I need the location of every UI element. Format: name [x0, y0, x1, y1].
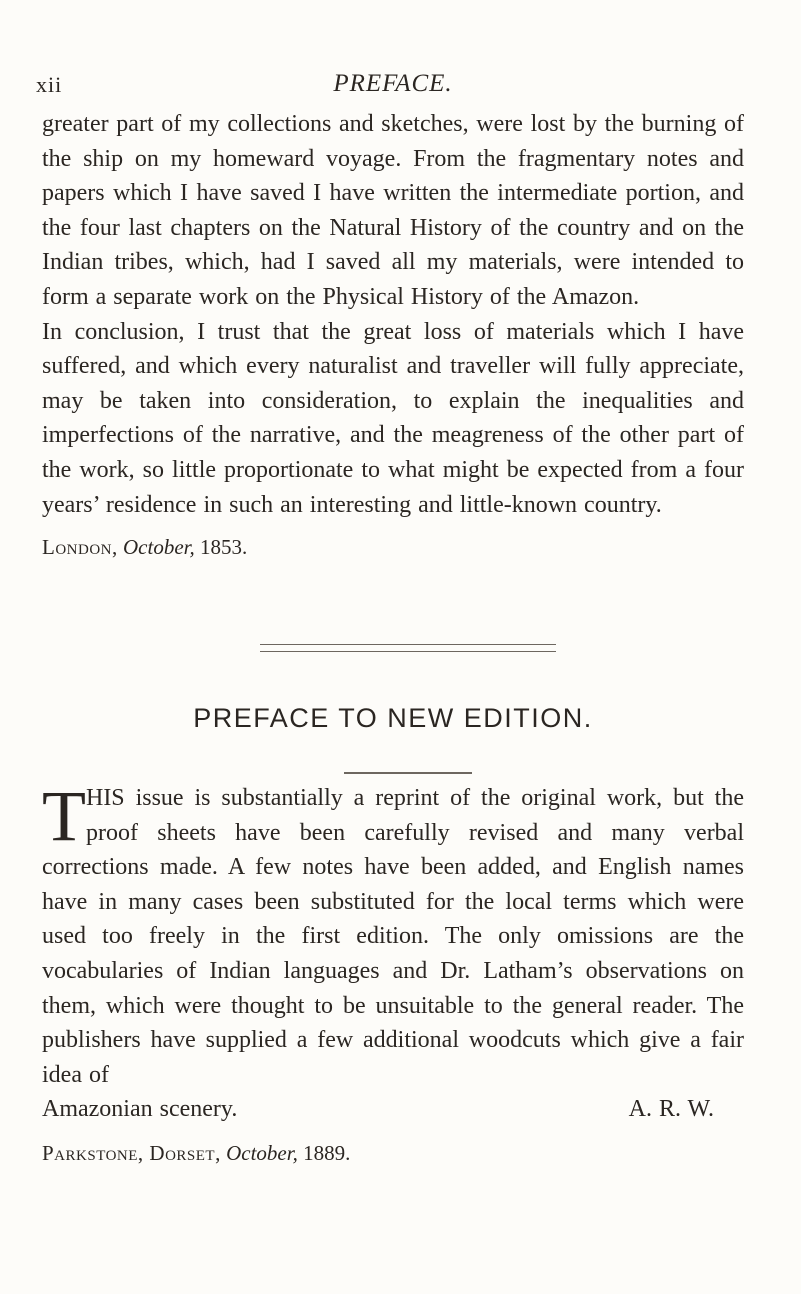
running-title: PREFACE.: [333, 70, 453, 97]
dateline-1889: [42, 1136, 744, 1170]
page-number: xii: [36, 72, 63, 97]
paragraph-conclusion-text: In conclusion, I trust that the great loss of materials which I have suffered, and which every naturalist and traveller will fully appreciate, may be taken into consideration, to explain the inequalities and imperfections of the narrative, and the meagreness of the other part of the work, so little proportionate to what might be expected from a four years’ residence in such an interesting and little-known country.: [42, 318, 744, 518]
paragraph-new-edition-rest: the proof sheets have been carefully revised and many verbal corrections made. A few notes have been added, and English names have in many cases been substituted for the local terms which were used too freely in the first edition. The only omissions are the vocabularies of Indian languages and Dr. Latham’s observations on them, which were thought to be unsuitable to the general reader. The publishers have supplied a few additional woodcuts which give a fair idea of: [42, 785, 744, 1088]
paragraph-collections-lost: greater part of my collections and sketches, were lost by the burning of the ship on my homeward voyage. From the fragmentary notes and papers which I have saved I have written the intermediate portion, and the four last chapters on the Natural History of the country and on the Indian tribes, which, had I saved all my materials, were intended to form a separate work on the Physical History of the Amazon.: [42, 111, 744, 310]
dateline-place-1889: Parkstone, Dorset,: [42, 1140, 221, 1165]
book-page: [36, 0, 744, 1165]
original-preface-section: [42, 107, 744, 564]
dateline-place: London,: [42, 535, 118, 560]
paragraph-last-text: Amazonian scenery.: [42, 1096, 238, 1123]
paragraph-new-edition: [42, 776, 744, 1092]
new-edition-section: [42, 776, 744, 1170]
running-head: [36, 0, 744, 100]
dateline-1853: [42, 530, 744, 564]
dateline-month-1889: October,: [226, 1140, 298, 1165]
dateline-year-1889: 1889.: [303, 1140, 351, 1165]
dateline-year: 1853.: [200, 535, 248, 560]
paragraph-conclusion: [42, 315, 744, 523]
double-rule-divider: [260, 644, 556, 652]
paragraph-new-edition-last-line: [42, 1092, 744, 1127]
section-title: PREFACE TO NEW EDITION.: [193, 703, 593, 733]
author-signature: A. R. W.: [628, 1096, 714, 1123]
paragraph-new-edition-start: HIS issue is substantially a reprint of the original work, but: [85, 785, 704, 811]
dateline-month: October,: [123, 535, 195, 560]
short-rule-divider: [344, 772, 472, 774]
drop-cap: T: [42, 776, 86, 856]
